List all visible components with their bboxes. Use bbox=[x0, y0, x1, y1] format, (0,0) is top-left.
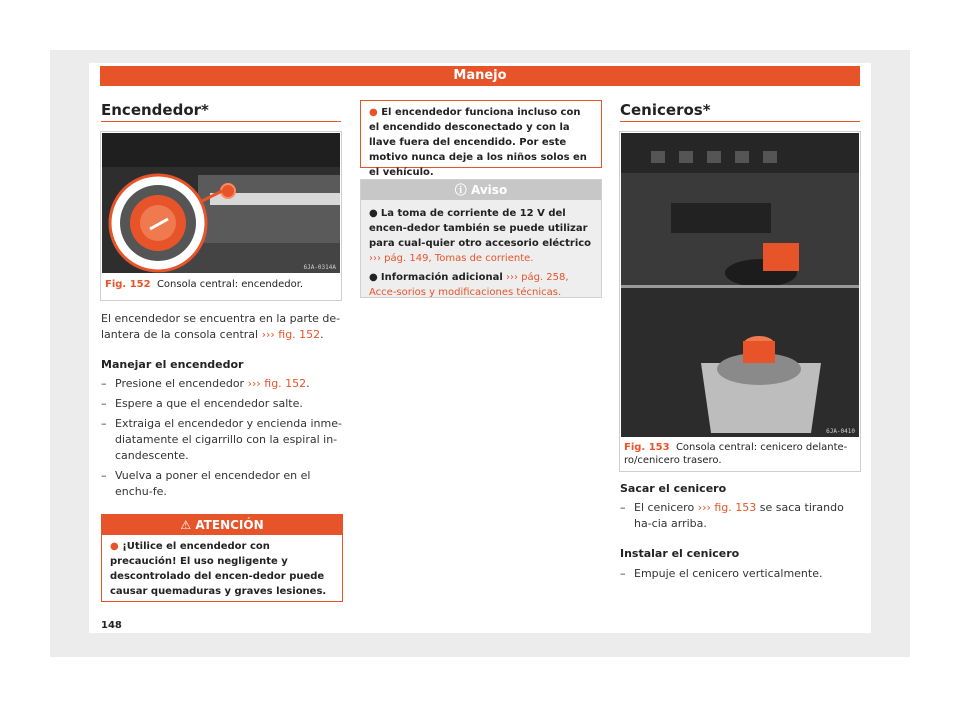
step-text: Vuelva a poner el encendedor en el enchu-fe. bbox=[115, 469, 311, 498]
intro-fig-link[interactable]: ››› fig. 152 bbox=[261, 328, 321, 341]
info-icon: ⓘ bbox=[454, 183, 467, 197]
warning-triangle-icon: ⚠ bbox=[180, 518, 192, 532]
intro-paragraph: El encendedor se encuentra en la parte de-lantera de la consola central ››› fig. 152. bbox=[101, 312, 341, 341]
figure-153 bbox=[619, 131, 861, 472]
ashtray-illustration bbox=[621, 133, 859, 437]
figure-number: Fig. 152 bbox=[105, 279, 151, 290]
figure-number: Fig. 153 bbox=[624, 442, 670, 453]
section-title-ceniceros: Ceniceros* bbox=[620, 101, 711, 119]
step-end: se saca tirando ha-cia arriba. bbox=[634, 501, 844, 530]
step-text: Extraiga el encendedor y encienda inme-diatamente el cigarrillo con la espiral in-candescente. bbox=[115, 417, 342, 462]
step-end: . bbox=[306, 377, 310, 390]
note-title-text: Aviso bbox=[471, 183, 508, 197]
ashtray-photo bbox=[621, 133, 859, 437]
note-page-link[interactable]: ››› pág. 149, Tomas de corriente. bbox=[369, 253, 534, 264]
figure-caption-text: Consola central: encendedor. bbox=[156, 279, 304, 290]
note-item-text: Información adicional bbox=[380, 272, 503, 283]
figure-caption bbox=[624, 441, 856, 467]
note-item bbox=[369, 270, 593, 300]
warning-continuation-body bbox=[361, 101, 601, 184]
title-rule bbox=[620, 121, 860, 122]
warning-body bbox=[102, 535, 342, 603]
figure-caption-text: Consola central: cenicero delante-ro/cenicero trasero. bbox=[624, 442, 848, 466]
subheading-instalar: Instalar el cenicero bbox=[620, 547, 740, 560]
section-title-encendedor: Encendedor* bbox=[101, 101, 209, 119]
step-text: El cenicero bbox=[634, 501, 695, 514]
bullet-icon: ● bbox=[369, 208, 378, 219]
warning-title-text: ATENCIÓN bbox=[195, 518, 264, 532]
list-item: – Espere a que el encendedor salte. bbox=[101, 397, 303, 410]
note-title bbox=[361, 180, 601, 200]
warning-continuation-box bbox=[360, 100, 602, 178]
list-item: – Empuje el cenicero verticalmente. bbox=[620, 567, 823, 580]
subheading-sacar: Sacar el cenicero bbox=[620, 482, 727, 495]
bullet-icon: ● bbox=[369, 272, 378, 283]
step-text: Empuje el cenicero verticalmente. bbox=[634, 567, 823, 580]
note-page-link[interactable]: ››› pág. 258, Acce-sorios y modificaciones técnicas. bbox=[369, 272, 569, 298]
title-rule bbox=[101, 121, 341, 122]
warning-text: ¡Utilice el encendedor con precaución! El uso negligente y descontrolado del encen-dedor puede causar quemaduras y graves lesiones. bbox=[110, 541, 327, 597]
lighter-illustration bbox=[102, 133, 340, 273]
warning-title bbox=[102, 515, 342, 535]
step-text: Espere a que el encendedor salte. bbox=[115, 397, 303, 410]
warning-box bbox=[101, 514, 343, 602]
bullet-icon: ● bbox=[110, 541, 119, 552]
note-box bbox=[360, 179, 602, 298]
figure-code: 6JA-0410 bbox=[826, 428, 855, 435]
list-item: – Presione el encendedor ››› fig. 152. bbox=[101, 377, 310, 390]
list-item: – El cenicero ››› fig. 153 se saca tirando ha-cia arriba. bbox=[620, 501, 844, 530]
step-fig-link[interactable]: ››› fig. 153 bbox=[697, 501, 757, 514]
figure-caption bbox=[105, 278, 337, 291]
warning-continuation-text: El encendedor funciona incluso con el encendido desconectado y con la llave fuera del encendido. Por este motivo nunca deje a los niños solos en el vehículo. bbox=[369, 107, 587, 178]
steps-list bbox=[101, 376, 343, 500]
intro-text: El encendedor se encuentra en la parte de-lantera de la consola central bbox=[101, 312, 341, 341]
list-item: – Extraiga el encendedor y encienda inme-diatamente el cigarrillo con la espiral in-candescente. bbox=[101, 417, 342, 462]
step-text: Presione el encendedor bbox=[115, 377, 245, 390]
section-header: Manejo bbox=[100, 66, 860, 86]
page-number: 148 bbox=[101, 620, 122, 631]
bullet-icon: ● bbox=[369, 107, 378, 118]
instalar-steps bbox=[620, 566, 862, 582]
note-item bbox=[369, 206, 593, 266]
step-fig-link[interactable]: ››› fig. 152 bbox=[247, 377, 307, 390]
figure-152 bbox=[100, 131, 342, 301]
sacar-steps bbox=[620, 500, 862, 532]
note-item-text: La toma de corriente de 12 V del encen-dedor también se puede utilizar para cual-quier otro accesorio eléctrico bbox=[369, 208, 592, 249]
list-item: – Vuelva a poner el encendedor en el enchu-fe. bbox=[101, 469, 311, 498]
lighter-photo bbox=[102, 133, 340, 273]
figure-code: 6JA-0314A bbox=[303, 264, 336, 271]
note-body bbox=[361, 200, 601, 306]
subheading-manejar: Manejar el encendedor bbox=[101, 358, 244, 371]
